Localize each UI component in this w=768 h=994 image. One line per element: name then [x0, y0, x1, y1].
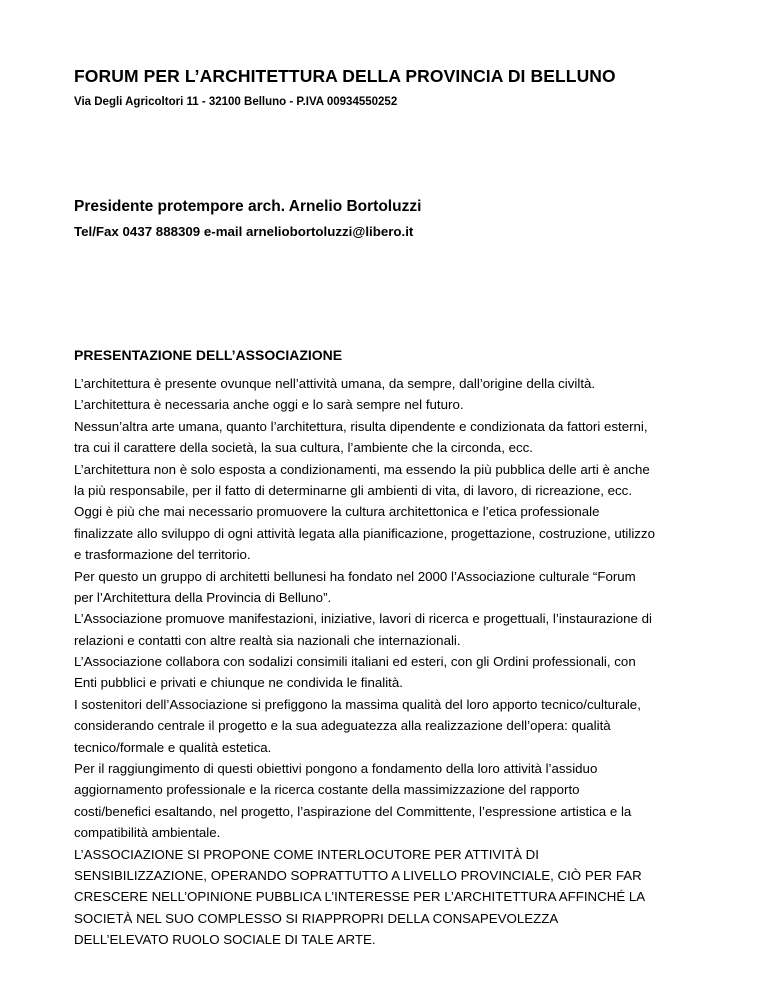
text-line: L’architettura non è solo esposta a condizionamenti, ma essendo la più pubblica delle arti è anche: [74, 461, 650, 477]
organization-address: Via Degli Agricoltori 11 - 32100 Belluno - P.IVA 00934550252: [74, 96, 398, 108]
president-contact: Tel/Fax 0437 888309 e-mail arneliobortoluzzi@libero.it: [74, 224, 414, 239]
text-line: L’architettura è necessaria anche oggi e lo sarà sempre nel futuro.: [74, 397, 464, 413]
text-line: SENSIBILIZZAZIONE, OPERANDO SOPRATTUTTO A LIVELLO PROVINCIALE, CIÒ PER FAR: [74, 867, 642, 883]
presentation-text: [74, 373, 655, 951]
text-line: la più responsabile, per il fatto di determinarne gli ambienti di vita, di lavoro, di ricreazione, ecc.: [74, 482, 633, 498]
text-line: considerando centrale il progetto e la sua adeguatezza alla realizzazione dell’opera: qualità: [74, 718, 611, 734]
text-line: tecnico/formale e qualità estetica.: [74, 739, 272, 755]
text-line: L’Associazione promuove manifestazioni, iniziative, lavori di ricerca e progettuali, l’instaurazione di: [74, 611, 652, 627]
text-line: Oggi è più che mai necessario promuovere la cultura architettonica e l’etica professionale: [74, 504, 600, 520]
president-name: Presidente protempore arch. Arnelio Bortoluzzi: [74, 198, 422, 215]
text-line: Enti pubblici e privati e chiunque ne condivida le finalità.: [74, 675, 403, 691]
text-line: Nessun’altra arte umana, quanto l’architettura, risulta dipendente e condizionata da fattori esterni,: [74, 418, 648, 434]
text-line: Per questo un gruppo di architetti bellunesi ha fondato nel 2000 l’Associazione culturale “Forum: [74, 568, 636, 584]
text-line: CRESCERE NELL’OPINIONE PUBBLICA L’INTERESSE PER L’ARCHITETTURA AFFINCHÉ LA: [74, 889, 646, 905]
text-line: finalizzate allo sviluppo di ogni attività legata alla pianificazione, progettazione, costruzione, utilizzo: [74, 525, 655, 541]
text-line: compatibilità ambientale.: [74, 825, 221, 841]
text-line: aggiornamento professionale e la ricerca costante della massimizzazione del rapporto: [74, 782, 580, 798]
document-title: FORUM PER L’ARCHITETTURA DELLA PROVINCIA DI BELLUNO: [74, 66, 616, 86]
text-line: DELL’ELEVATO RUOLO SOCIALE DI TALE ARTE.: [74, 932, 376, 948]
text-line: L’architettura è presente ovunque nell’attività umana, da sempre, dall’origine della civiltà.: [74, 376, 596, 391]
text-line: per l’Architettura della Provincia di Belluno”.: [74, 589, 332, 605]
text-line: L’Associazione collabora con sodalizi consimili italiani ed esteri, con gli Ordini professionali, con: [74, 654, 636, 670]
text-line: tra cui il carattere della società, la sua cultura, l’ambiente che la circonda, ecc.: [74, 440, 533, 456]
section-heading: PRESENTAZIONE DELL’ASSOCIAZIONE: [74, 347, 343, 363]
text-line: I sostenitori dell’Associazione si prefiggono la massima qualità del loro apporto tecnico/culturale,: [74, 696, 641, 712]
text-line: SOCIETÀ NEL SUO COMPLESSO SI RIAPPROPRI DELLA CONSAPEVOLEZZA: [74, 910, 559, 926]
text-line: L’ASSOCIAZIONE SI PROPONE COME INTERLOCUTORE PER ATTIVITÀ DI: [74, 846, 539, 862]
text-line: relazioni e contatti con altre realtà sia nazionali che internazionali.: [74, 632, 461, 648]
text-line: Per il raggiungimento di questi obiettivi pongono a fondamento della loro attività l’assiduo: [74, 761, 598, 777]
text-line: costi/benefici esaltando, nel progetto, l’aspirazione del Committente, l’espressione artistica e la: [74, 803, 632, 819]
text-line: e trasformazione del territorio.: [74, 547, 251, 563]
